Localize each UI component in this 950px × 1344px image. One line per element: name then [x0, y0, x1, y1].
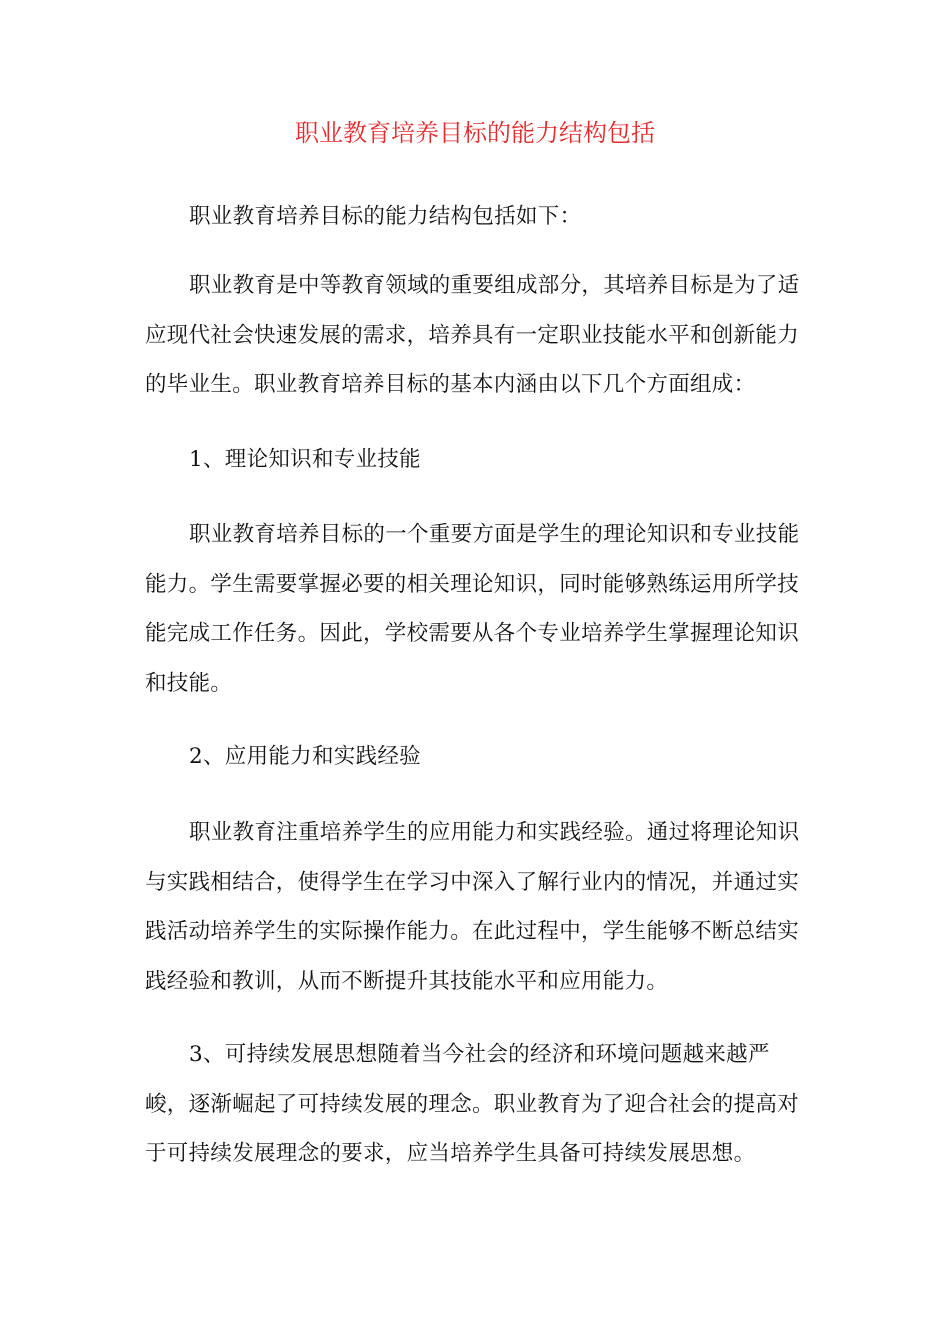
intro-paragraph: 职业教育培养目标的能力结构包括如下：	[189, 204, 582, 229]
section-heading-2: 2、应用能力和实践经验	[189, 744, 421, 769]
section-heading-1: 1、理论知识和专业技能	[189, 447, 421, 472]
section-body-1: 职业教育培养目标的一个重要方面是学生的理论知识和专业技能能力。学生需要掌握必要的相关理论知识，同时能够熟练运用所学技能完成工作任务。因此，学校需要从各个专业培养学生掌握理论知识和技能。	[145, 522, 800, 696]
document-title: 职业教育培养目标的能力结构包括	[295, 119, 655, 147]
section-body-2: 职业教育注重培养学生的应用能力和实践经验。通过将理论知识与实践相结合，使得学生在学习中深入了解行业内的情况，并通过实践活动培养学生的实际操作能力。在此过程中，学生能够不断总结实践经验和教训，从而不断提升其技能水平和应用能力。	[145, 820, 800, 994]
overview-paragraph: 职业教育是中等教育领域的重要组成部分，其培养目标是为了适应现代社会快速发展的需求，培养具有一定职业技能水平和创新能力的毕业生。职业教育培养目标的基本内涵由以下几个方面组成：	[145, 273, 800, 397]
section-body-3: 3、可持续发展思想随着当今社会的经济和环境问题越来越严峻，逐渐崛起了可持续发展的理念。职业教育为了迎合社会的提高对于可持续发展理念的要求，应当培养学生具备可持续发展思想。	[145, 1042, 800, 1166]
